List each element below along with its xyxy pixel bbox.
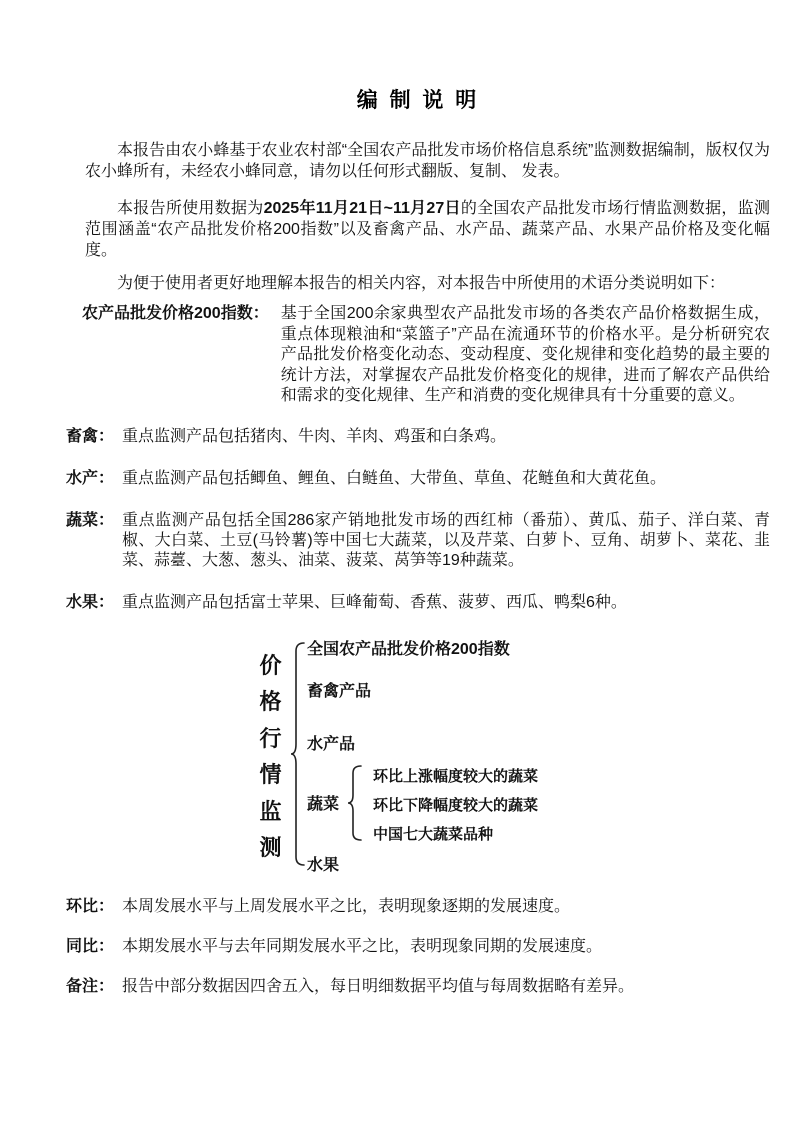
term-label: 水产： bbox=[66, 469, 115, 487]
term-text: 重点监测产品包括鲫鱼、鲤鱼、白鲢鱼、大带鱼、草鱼、花鲢鱼和大黄花鱼。 bbox=[122, 469, 667, 487]
paragraph-copyright: 本报告由农小蜂基于农业农村部“全国农产品批发市场价格信息系统”监测数据编制，版权仅为农小蜂所有，未经农小蜂同意，请勿以任何形式翻版、复制、 发表。 bbox=[85, 142, 770, 180]
term-vegetables bbox=[66, 511, 770, 571]
term-fruits bbox=[66, 593, 770, 613]
paragraph-data-scope-prefix: 本报告所使用数据为 bbox=[117, 200, 264, 217]
branch-price-index: 全国农产品批发价格200指数 bbox=[307, 640, 510, 658]
term-aquatic bbox=[66, 469, 770, 489]
footnote-note bbox=[66, 977, 770, 997]
monitoring-structure-diagram bbox=[66, 635, 770, 883]
footnote-label: 备注： bbox=[66, 977, 115, 995]
branch-vegetables: 蔬菜 bbox=[307, 795, 340, 813]
footnote-text: 本期发展水平与去年同期发展水平之比，表明现象同期的发展速度。 bbox=[122, 937, 603, 955]
paragraph-data-scope-suffix: 的全国农产品批发市场行情监测数据，监测范围涵盖“农产品批发价格200指数”以及畜禽产品、水产品、蔬菜产品、水果产品价格及变化幅度。 bbox=[85, 200, 770, 259]
term-livestock bbox=[66, 427, 770, 447]
paragraph-data-scope bbox=[85, 198, 770, 261]
paragraph-terms-intro: 为便于使用者更好地理解本报告的相关内容，对本报告中所使用的术语分类说明如下： bbox=[117, 275, 726, 292]
small-brace-shape bbox=[347, 765, 362, 841]
definition-price-index-200 bbox=[82, 304, 770, 407]
footnote-mom bbox=[66, 897, 770, 917]
term-text: 重点监测产品包括富士苹果、巨峰葡萄、香蕉、菠萝、西瓜、鸭梨6种。 bbox=[122, 593, 627, 611]
footnote-text: 本周发展水平与上周发展水平之比，表明现象逐期的发展速度。 bbox=[122, 897, 571, 915]
term-text: 重点监测产品包括全国286家产销地批发市场的西红柿（番茄）、黄瓜、茄子、洋白菜、青椒、大白菜、土豆(马铃薯)等中国七大蔬菜，以及芹菜、白萝卜、豆角、胡萝卜、菜花、韭菜、蒜薹、大葱、葱头、油菜、菠菜、莴笋等19种蔬菜。 bbox=[122, 511, 770, 569]
report-date-range: 2025年11月21日~11月27日 bbox=[263, 200, 461, 217]
footnote-label: 环比： bbox=[66, 897, 115, 915]
branch-fruits: 水果 bbox=[307, 856, 340, 874]
footnote-label: 同比： bbox=[66, 937, 115, 955]
term-label: 畜禽： bbox=[66, 427, 115, 445]
definition-text: 基于全国200余家典型农产品批发市场的各类农产品价格数据生成，重点体现粮油和“菜篮子”产品在流通环节的价格水平。是分析研究农产品批发价格变化动态、变动程度、变化规律和变化趋势的最主要的统计方法，对掌握农产品批发价格变化的规律，进而了解农产品供给和需求的变化规律、生产和消费的变化规律具有十分重要的意义。 bbox=[280, 305, 770, 404]
big-brace-shape bbox=[290, 642, 306, 866]
term-label: 水果： bbox=[66, 593, 115, 611]
page-title: 编 制 说 明 bbox=[356, 89, 480, 112]
term-text: 重点监测产品包括猪肉、牛肉、羊肉、鸡蛋和白条鸡。 bbox=[122, 427, 507, 445]
branch-livestock: 畜禽产品 bbox=[307, 682, 372, 700]
definition-label: 农产品批发价格200指数： bbox=[82, 305, 269, 322]
sub-branch-veg-rising: 环比上涨幅度较大的蔬菜 bbox=[373, 767, 539, 785]
footnote-text: 报告中部分数据因四舍五入，每日明细数据平均值与每周数据略有差异。 bbox=[122, 977, 635, 995]
diagram-root-label: 价格行情监测 bbox=[259, 652, 282, 860]
sub-branch-veg-falling: 环比下降幅度较大的蔬菜 bbox=[373, 796, 539, 814]
sub-branch-veg-seven: 中国七大蔬菜品种 bbox=[373, 825, 494, 843]
branch-aquatic: 水产品 bbox=[307, 735, 356, 753]
term-label: 蔬菜： bbox=[66, 511, 115, 529]
footnote-yoy bbox=[66, 937, 770, 957]
